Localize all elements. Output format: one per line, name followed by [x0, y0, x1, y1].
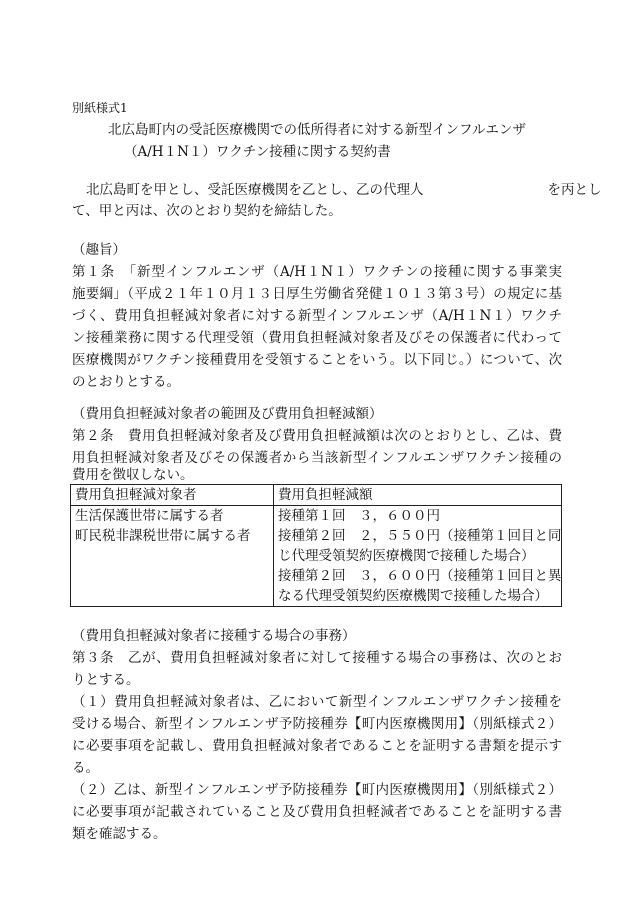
intro-part-2: を丙とし [547, 182, 602, 198]
section-3-line: に必要事項を記載し、費用負担軽減対象者であることを証明する書類を提示す [72, 738, 562, 754]
target-item: 生活保護世帯に属する者 [75, 508, 224, 524]
amount-cell [274, 506, 562, 607]
section-1-line: のとおりとする。 [72, 374, 180, 390]
section-1-line: 医療機関がワクチン接種費用を受領することをいう。以下同じ。）について、次 [72, 352, 562, 368]
table-header-cell: 費用負担軽減額 [274, 485, 562, 506]
section-1-line: 施要綱」（平成２１年１０月１３日厚生労働省発健１０１３第３号）の規定に基 [72, 286, 562, 302]
section-3-line: りとする。 [72, 672, 140, 688]
amount-line: 接種第２回 ２，５５０円（接種第１回目と同 [278, 528, 562, 544]
cost-reduction-table [70, 484, 562, 607]
section-3-line: 類を確認する。 [72, 826, 167, 842]
section-2-heading: （費用負担軽減対象者の範囲及び費用負担軽減額） [72, 406, 383, 422]
section-2-line: 費用を徴収しない。 [72, 467, 194, 483]
section-1-line: 第１条 「新型インフルエンザ（A/H１N１）ワクチンの接種に関する事業実 [72, 264, 562, 280]
amount-line: なる代理受領契約医療機関で接種した場合） [278, 588, 548, 604]
intro-part-1: 北広島町を甲とし、受託医療機関を乙とし、乙の代理人 [86, 182, 424, 198]
document-title-line-1: 北広島町内の受託医療機関での低所得者に対する新型インフルエンザ [108, 122, 526, 138]
section-1-line: ン接種業務に関する代理受領（費用負担軽減対象者及びその保護者に代わって [72, 330, 562, 346]
intro-line-2: て、甲と丙は、次のとおり契約を締結した。 [72, 203, 342, 219]
amount-line: じ代理受領契約医療機関で接種した場合） [278, 548, 535, 564]
section-3-heading: （費用負担軽減対象者に接種する場合の事務） [72, 628, 356, 644]
section-1-line: づく、費用負担軽減対象者に対する新型インフルエンザ（A/H１N１）ワクチ [72, 308, 562, 324]
section-3-line: 受ける場合、新型インフルエンザ予防接種券【町内医療機関用】（別紙様式２） [72, 716, 562, 732]
intro-line-1 [86, 180, 602, 200]
section-3-line: （１）費用負担軽減対象者は、乙において新型インフルエンザワクチン接種を [72, 694, 562, 710]
section-3-line: に必要事項が記載されていること及び費用負担軽減者であることを証明する書 [72, 804, 562, 820]
form-label: 別紙様式1 [72, 101, 128, 115]
target-item: 町民税非課税世帯に属する者 [75, 528, 251, 544]
table-header-row [71, 485, 562, 506]
section-3-line: （２）乙は、新型インフルエンザ予防接種券【町内医療機関用】（別紙様式２） [72, 782, 562, 798]
amount-line: 接種第２回 ３，６００円（接種第１回目と異 [278, 568, 562, 584]
amount-line: 接種第１回 ３，６００円 [278, 508, 440, 524]
section-1-heading: （趣旨） [72, 242, 126, 258]
section-2-line: 用負担軽減対象者及びその保護者から当該新型インフルエンザワクチン接種の [72, 450, 562, 466]
table-row [71, 506, 562, 607]
section-3-line: 第３条 乙が、費用負担軽減対象者に対して接種する場合の事務は、次のとお [72, 650, 562, 666]
table-header-cell: 費用負担軽減対象者 [71, 485, 274, 506]
section-3-line: る。 [72, 760, 99, 776]
target-cell [71, 506, 274, 607]
document-title-line-2: （A/H１N１）ワクチン接種に関する契約書 [124, 144, 391, 160]
section-2-line: 第２条 費用負担軽減対象者及び費用負担軽減額は次のとおりとし、乙は、費 [72, 428, 562, 444]
